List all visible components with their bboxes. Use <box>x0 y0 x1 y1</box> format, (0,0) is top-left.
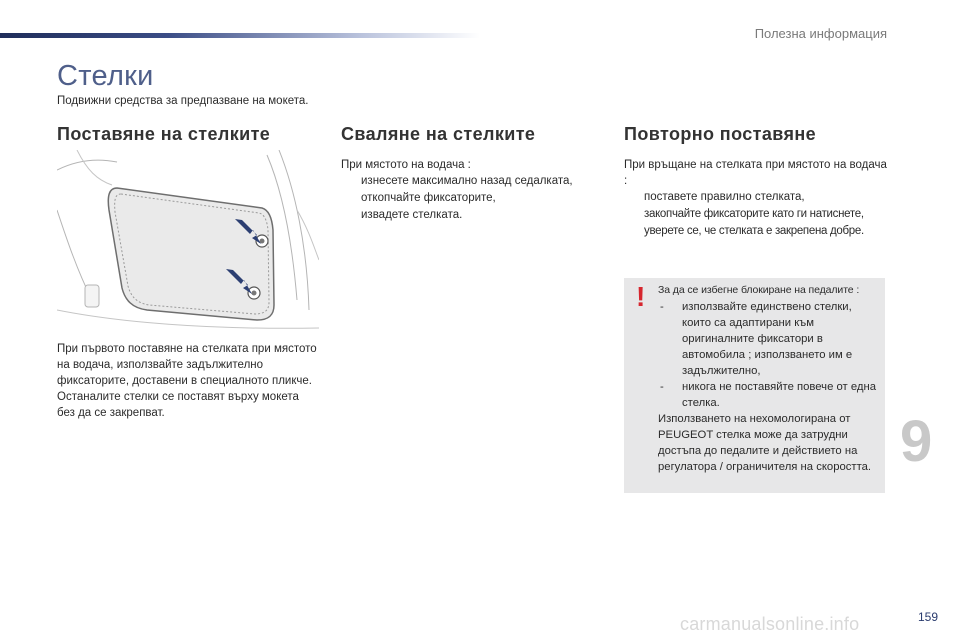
header-gradient-bar <box>0 33 480 38</box>
list-item: поставете правилно стелката, <box>644 191 805 203</box>
installing-text <box>57 341 319 421</box>
column-removing <box>341 124 606 224</box>
page-subtitle: Подвижни средства за предпазване на мокета. <box>57 95 309 107</box>
removing-list <box>341 173 606 224</box>
page-title: Стелки <box>57 60 154 92</box>
list-item: закопчайте фиксаторите като ги натиснете, <box>644 208 864 220</box>
warning-note: Използването на нехомологирана от PEUGEOT стелка може да затрудни достъпа до педалите и действието на регулатора / ограничителя на скоростта. <box>658 413 872 473</box>
installing-paragraph-1: При първото поставяне на стелката при мястото на водача, използвайте задължително фиксаторите, доставени в специалното пликче. <box>57 343 317 387</box>
warning-icon: ! <box>636 281 646 312</box>
chapter-number: 9 <box>900 409 933 474</box>
warning-box <box>624 278 885 493</box>
list-item: уверете се, че стелката е закрепена добре. <box>644 225 864 237</box>
heading-removing: Сваляне на стелките <box>341 124 536 144</box>
removing-intro: При мястото на водача : <box>341 159 471 171</box>
refitting-list <box>624 189 889 240</box>
watermark: carmanualsonline.info <box>680 614 860 634</box>
column-refitting <box>624 124 889 240</box>
installing-paragraph-2: Останалите стелки се поставят върху мокета без да се закрепват. <box>57 391 299 419</box>
floor-mat-illustration <box>57 150 319 335</box>
warning-content <box>658 282 880 475</box>
page-number: 159 <box>917 610 938 624</box>
refitting-intro: При връщане на стелката при мястото на водача : <box>624 159 887 187</box>
warning-intro: За да се избегне блокиране на педалите : <box>658 284 860 296</box>
section-header: Полезна информация <box>754 26 887 41</box>
heading-refitting: Повторно поставяне <box>624 124 817 144</box>
list-item: откопчайте фиксаторите, <box>361 192 496 204</box>
heading-installing: Поставяне на стелките <box>57 124 271 144</box>
warning-item: - използвайте единствено стелки, които са адаптирани към оригиналните фиксатори в автомобила ; използването им е задължително, <box>660 301 853 377</box>
warning-item: - никога не поставяйте повече от една стелка. <box>660 381 876 409</box>
list-item: изнесете максимално назад седалката, <box>361 175 573 187</box>
list-item: извадете стелката. <box>361 209 463 221</box>
